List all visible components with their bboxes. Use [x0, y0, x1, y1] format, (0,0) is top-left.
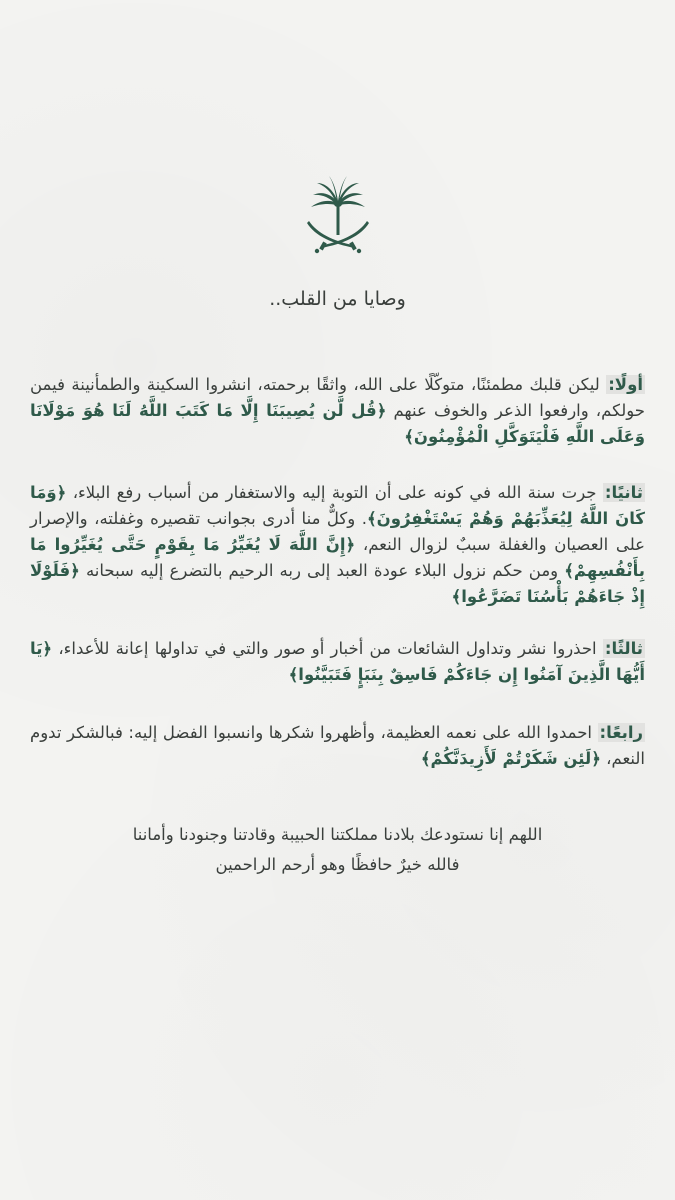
- page-title: وصايا من القلب..: [269, 288, 406, 310]
- saudi-emblem-icon: [303, 175, 373, 255]
- quran-verse: ﴿وَمَا كَانَ اللَّهُ لِيُعَذِّبَهُمْ وَهُمْ يَسْتَغْفِرُونَ﴾: [30, 483, 645, 528]
- paragraph-text: . وكلٌّ منا أدرى بجوانب تقصيره وغفلته، والإصرار على العصيان والغفلة سببٌ لزوال النعم،: [30, 509, 645, 554]
- paragraph-text: احذروا نشر وتداول الشائعات من أخبار أو صور والتي في تداولها إعانة للأعداء،: [52, 639, 603, 658]
- paragraph-lead: أولًا:: [608, 375, 643, 394]
- paragraph-fourth: [30, 720, 645, 772]
- paragraph-text: جرت سنة الله في كونه على أن التوبة إليه والاستغفار من أسباب رفع البلاء،: [66, 483, 603, 502]
- prayer-line-2: فالله خيرٌ حافظًا وهو أرحم الراحمين: [215, 855, 460, 874]
- paragraph-lead: رابعًا:: [599, 723, 643, 742]
- quran-verse: ﴿يَا أَيُّهَا الَّذِينَ آمَنُوا إِن جَاءَكُمْ فَاسِقٌ بِنَبَإٍ فَتَبَيَّنُوا﴾: [30, 639, 645, 684]
- paragraph-first: [30, 372, 645, 450]
- paragraph-lead: ثالثًا:: [604, 639, 643, 658]
- prayer-line-1: اللهم إنا نستودعك بلادنا مملكتنا الحبيبة وقادتنا وجنودنا وأماننا: [132, 825, 543, 844]
- paragraph-third: [30, 636, 645, 688]
- closing-prayer: [30, 820, 645, 880]
- quran-verse: ﴿إِنَّ اللَّهَ لَا يُغَيِّرُ مَا بِقَوْمٍ حَتَّى يُغَيِّرُوا مَا بِأَنْفُسِهِمْ﴾: [30, 535, 645, 580]
- paragraph-text: ومن حكم نزول البلاء عودة العبد إلى ربه الرحيم بالتضرع إليه سبحانه: [79, 561, 565, 580]
- paragraph-second: [30, 480, 645, 610]
- quran-verse: ﴿قُل لَّن يُصِيبَنَا إِلَّا مَا كَتَبَ اللَّهُ لَنَا هُوَ مَوْلَانَا وَعَلَى اللَّهِ فَلْيَتَوَكَّلِ الْمُؤْمِنُونَ﴾: [30, 401, 645, 446]
- advice-content: [30, 372, 645, 880]
- paragraph-text: احمدوا الله على نعمه العظيمة، وأظهروا شكرها وانسبوا الفضل إليه: فبالشكر تدوم النعم،: [30, 723, 645, 768]
- paragraph-text: ليكن قلبك مطمئنًا، متوكّلًا على الله، واثقًا برحمته، انشروا السكينة والطمأنينة فيمن حولكم، وارفعوا الذعر والخوف عنهم: [30, 375, 645, 420]
- quran-verse: ﴿لَئِن شَكَرْتُمْ لَأَزِيدَنَّكُمْ﴾: [420, 749, 601, 768]
- paragraph-lead: ثانيًا:: [604, 483, 643, 502]
- quran-verse: ﴿فَلَوْلَا إِذْ جَاءَهُمْ بَأْسُنَا تَضَرَّعُوا﴾: [30, 561, 645, 606]
